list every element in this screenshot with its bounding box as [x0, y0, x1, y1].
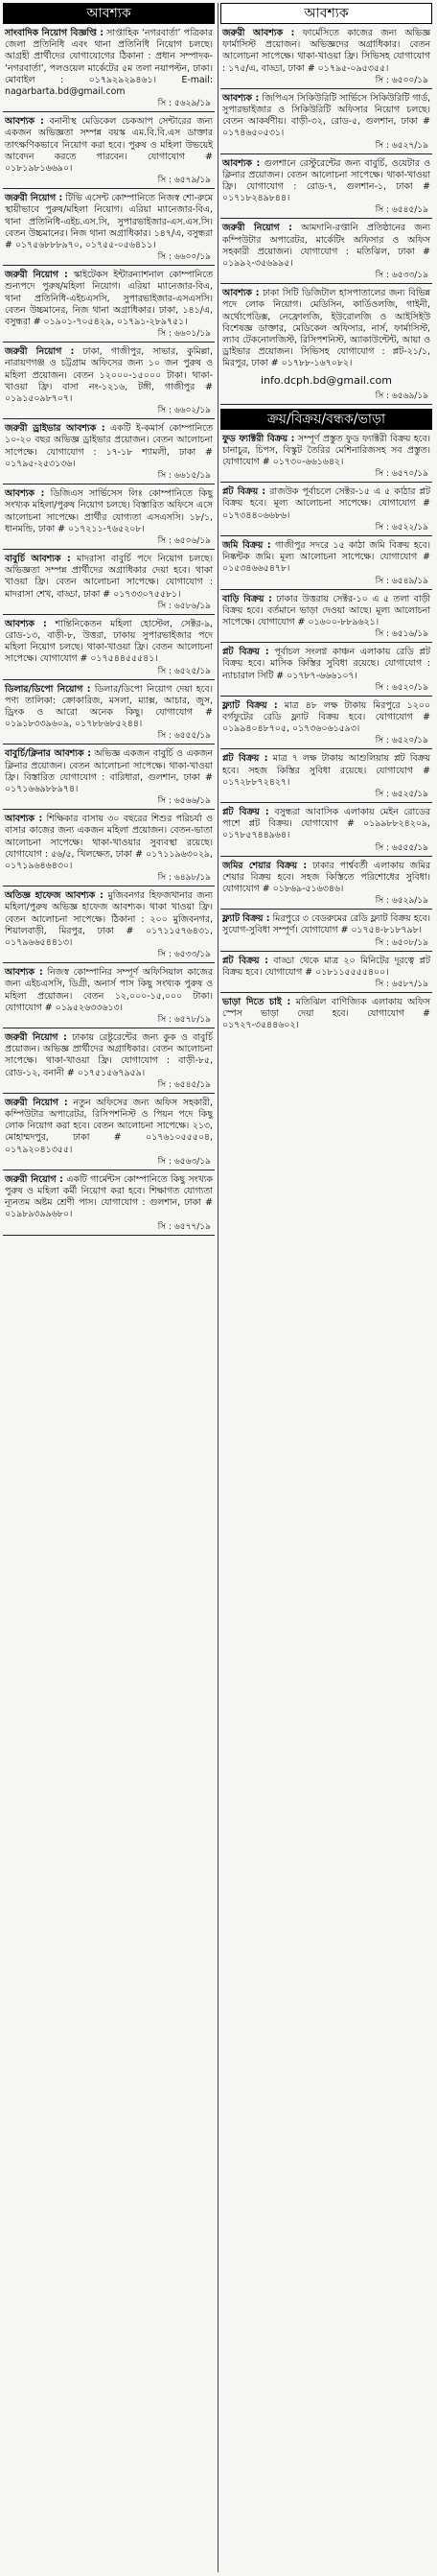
ad-separator: [3, 265, 215, 266]
ad-title: আবশ্যক :: [5, 116, 44, 128]
ad-separator: [220, 535, 432, 536]
ad-reference-code: সি : ৬৫৭৮/১৯: [157, 1015, 211, 1025]
ad-separator: [220, 88, 432, 89]
classified-ad: [220, 861, 432, 910]
ad-text: [222, 223, 430, 270]
ad-title: আবশ্যক :: [222, 157, 261, 169]
classified-ad: [220, 434, 432, 484]
ad-body: বসুন্ধরা আবাসিক এলাকায় মেইন রোডের পাশে প্লট বিক্রয়। যোগাযোগ # ০১৯৯৮৮২৪২০৯, ০১৭৮৫৭৪৪৯৬৪।: [222, 806, 431, 841]
sale-rent-header: ক্রয়/বিক্রয়/বন্ধক/ভাড়া: [220, 409, 432, 430]
classified-ad: [3, 554, 215, 615]
classified-ad: [220, 374, 432, 405]
ad-reference-code: সি : ৬৫৬৬/১৯: [157, 796, 211, 807]
ad-text: [5, 619, 213, 666]
ad-separator: [220, 589, 432, 590]
ad-separator: [220, 482, 432, 483]
ad-body: গাজীপুর সদরে ১৫ কাঠা জমি বিক্রয় হবে। নিষ্কন্টক জমি। মূল্য আলোচনা সাপেক্ষে। যোগাযোগ # ০১৫৩৪৬৬৫৪৭৮।: [222, 539, 430, 575]
ad-text: [5, 193, 213, 251]
ad-title: আবশ্যক :: [222, 288, 260, 299]
classified-ad: [3, 890, 215, 963]
ad-reference-code: সি : ৬৫৪৫/১৯: [157, 1079, 211, 1090]
ad-reference-code: সি : ৬৫৭৭/১৯: [157, 1221, 211, 1232]
ad-reference-code: সি : ৬৫৪৫/১৯: [375, 205, 428, 216]
ad-body: স্কাইটেকস ইন্টারন্যাশনাল কোম্পানিতে শুন্যপদে পুরুষ/মহিলা নিয়োগ। এরিয়া ম্যানেজার-বিএ, থানা প্রতিনিধি-এইচএসসি, সুপারভাইজার-এসএসসি। বেতন উচ্চমানের, নিজ থানা অগ্রাধিকার। ঢাকা, ১৪১/এ, বসুন্ধরা # ০১৯০১-৭০৫৪২৯, ০১৭৯১-২৮৯৭৫১।: [5, 270, 213, 328]
ad-separator: [3, 111, 215, 112]
ad-body: ঢাকা সিটি ডিজিটাল হাসপাতালের জন্য বিভিন্ন পদে লোক নিয়োগ। মেডিসিন, কার্ডিওলজি, গাইনী, অর্থোপেডিক্স, নেফ্রোলজি, ইউরোলজি ও আইসিইউ বিশেষজ্ঞ ডাক্তার, মেডিকেল অফিসার, নার্স, ফার্মাসিস্ট, ল্যাব টেকনোলজিস্ট, রিসিপশনিস্ট, অ্যাকাউন্টেন্ট, আয়া ও ড্রাইভার প্রয়োজন। সিভিসহ যোগাযোগ : প্লট-২১/১, মিরপুর, ঢাকা # ০১৭৮৮-১৬৭০৮২।: [222, 288, 431, 369]
ad-reference-code: সি : ৬৬১৫/১৯: [157, 471, 211, 482]
ad-separator: [220, 642, 432, 643]
ad-body: মুজিবনগর হিফজখানার জন্য মহিলা/পুরুষ অভিজ্ঞ হাফেজ আবশ্যক। থাকা খাওয়া ফ্রি। বেতন আলোচনা সাপেক্ষে। ঠিকানা : ২০০ মুজিবনগর, শিয়ালবাড়ী, মিরপুর, ঢাকা # ০১৭১১৫৭৬৪৩১, ০১৭৯৬৬৫৪৪১৩।: [5, 890, 214, 948]
classified-ad: [220, 486, 432, 536]
ad-separator: [3, 342, 215, 343]
ad-title: জরুরী নিয়োগ :: [5, 1173, 63, 1185]
ad-separator: [220, 696, 432, 697]
ad-text: [5, 423, 213, 470]
ad-reference-code: সি : ৬৫২০/১৯: [375, 736, 428, 746]
classified-ad: [3, 814, 215, 886]
ad-title: ভাড়া দিতে চাই :: [222, 996, 291, 1007]
ad-separator: [3, 1093, 215, 1094]
classified-ad: [220, 93, 432, 154]
left-column-header: আবশ্যক: [3, 3, 215, 24]
ad-body: টিভি এসেন্ট কোম্পানিতে নিজস্ব শো-রুমে স্থায়ীভাবে পুরুষ/মহিলা নিয়োগ। এরিয়া ম্যানেজার-বিএ, থানা প্রতিনিধি-এইচ.এস.সি, সুপারভাইজার-এস.এস.সি। বেতন উচ্চমানের। নিজ থানা অগ্রাধিকার। ১৪৭/এ, বসুন্ধরা # ০১৭৫৬৮৮৮৯৭০, ০১৭৫৫-০৫৬৪১১।: [5, 193, 213, 251]
ad-separator: [3, 549, 215, 550]
ad-title: জরুরী আবশ্যক :: [222, 28, 295, 38]
ad-separator: [3, 809, 215, 810]
ad-text: [222, 486, 430, 522]
ad-body: সাপ্তাহিক ‘নগরবার্তা’ পত্রিকার জেলা প্রতিনিধি এবং থানা প্রতিনিধি নিয়োগ চলছে। আগ্রহী প্রার্থীদের যোগাযোগের ঠিকানা : প্রধান সম্পাদক- ‘নগরবার্তা’, পলওয়েল মার্কেটের ৫ম তলা নয়াপল্টন, ঢাকা। মোবাইল : ০১৭৯২৯২৯৪৬১। E-mail: nagarbarta.bd@gmail.com: [5, 28, 213, 98]
ad-separator: [220, 283, 432, 284]
ad-text: [5, 814, 213, 872]
ad-body: মাদরাসা বাবুর্চি পদে নিয়োগ চলছে। অভিজ্ঞতা সম্পন্ন প্রার্থীদের অগ্রাধিকার দেয়া হবে। থাকা খাওয়া ফ্রি। বেতন আলোচনা সাপেক্ষে। যোগাযোগ : মাদরাসা শেখ, বাড্ডা, ঢাকা # ০১৭৩৩০৭৫৫৮১।: [5, 553, 213, 600]
ad-separator: [220, 218, 432, 219]
ad-title: ডিলার/ডিপো নিয়োগ :: [5, 683, 91, 695]
ad-reference-code: সি : ৬৫৫৫/১৯: [375, 842, 428, 853]
ad-body: আমদানি-রপ্তানি প্রতিষ্ঠানের জন্য কম্পিউটার অপারেটর, মার্কেটিং অফিসার ও অফিস সহকারী প্রয়োজন। যোগাযোগ : মতিঝিল, ঢাকা # ০১৯৯২-৩৫৬৯৯৫।: [222, 223, 430, 270]
classified-ad: [220, 997, 432, 1032]
ad-text: [222, 913, 430, 936]
classified-ad: [220, 700, 432, 750]
ad-title: বাবুর্চি আবশ্যক :: [5, 553, 71, 564]
classified-ad: [3, 116, 215, 189]
ad-separator: [3, 1235, 215, 1236]
right-ad-list: [220, 28, 432, 405]
ad-separator: [220, 856, 432, 857]
ad-text: [5, 967, 213, 1014]
ad-text: [5, 1174, 213, 1221]
ad-body: ঢাকার উত্তরায় সেক্টর-১০ এ ৫ তলা বাড়ী বিক্রয় হবে। বর্তমানে ভাড়া দেওয়া আছে। মূল্য আলোচনা সাপেক্ষে। যোগাযোগ # ০১৬০০-৮৮৯৬২১।: [222, 593, 430, 627]
classified-ad: [220, 753, 432, 803]
ad-body: info.dcph.bd@gmail.com: [261, 373, 392, 387]
ad-body: ফার্মেসিতে কাজের জন্য অভিজ্ঞ ফার্মাসিস্ট প্রয়োজন। অভিজ্ঞদের অগ্রাধিকার। বেতন আলোচনা সাপেক্ষে। থাকা-খাওয়া ফ্রি। সিভিসহ যোগাযোগ : ১৭৫/এ, বাড্ডা, ঢাকা # ০১৭৯৫-০৯৫৩৫৫।: [222, 28, 430, 74]
ad-reference-code: সি : ৬৬০০/১৯: [157, 252, 211, 263]
ad-reference-code: সি : ৬৫২৭/১৯: [375, 140, 428, 151]
ad-title: আবশ্যক :: [5, 618, 47, 629]
ad-body: জিপিএস সিকিউরিটি সার্ভিসে সিকিউরিটি গার্ড, সুপারভাইজার ও সিকিউরিটি অফিসার নিয়োগ চলছে। বেতন আকর্ষণীয়। বাড়ী-৩২, রোড-৫, গুলশান, ঢাকা # ০১৭৪৬৫০৫৩১।: [222, 92, 430, 139]
ad-reference-code: সি : ৬৫৭০/১৯: [375, 469, 428, 480]
ad-title: বাড়ি বিক্রয় :: [222, 593, 272, 604]
sale-rent-ad-list: [220, 434, 432, 1032]
right-column: [220, 3, 432, 1032]
ad-reference-code: সি : ৬৫৩৩/১৯: [157, 950, 211, 960]
ad-text: [222, 288, 430, 369]
classified-ad: [3, 1032, 215, 1094]
classified-ad: [220, 594, 432, 644]
ad-title: জরুরী নিয়োগ :: [5, 346, 75, 358]
left-ad-list: [3, 28, 215, 1236]
ad-reference-code: সি : ৬৬০২/১৯: [157, 406, 211, 416]
ad-body: একটি গার্মেন্টস কোম্পানিতে কিছু সংখ্যক পুরুষ ও মহিলা কর্মী নিয়োগ করা হবে। শিক্ষাগত যোগ্যতা ন্যূনতম অষ্টম শ্রেণী পাস। যোগাযোগ : গুলশান, ঢাকা # ০১৯৮৯৩৯৯৬৮০।: [5, 1173, 213, 1220]
classified-ad: [220, 647, 432, 697]
ad-reference-code: সি : ৬৫০০/১৯: [375, 75, 428, 85]
ad-body: রাজউক পূর্বাচলে সেক্টর-১৫ এ ৫ কাঠার প্লট বিক্রয় হবে। মূল্য আলোচনা সাপেক্ষে। যোগাযোগ # ০১৭৩৪৪০৬৬৮৬।: [222, 486, 430, 521]
ad-title: জরুরী নিয়োগ :: [5, 270, 68, 281]
classified-ad: [3, 748, 215, 810]
ad-text: [222, 956, 430, 979]
ad-body: বনানীস্থ মেডিকেল চেকআপ সেন্টারের জন্য একজন অভিজ্ঞতা সম্পন্ন বয়স্ক এম.বি.বি.এস ডাক্তার তাৎক্ষণিকভাবে নিয়োগ করা হবে। পুরুষ ও মহিলা উভয়েই আবেদন করতে পারবেন। যোগাযোগ # ০১৮১৯৮১৬৬৯০।: [5, 116, 213, 175]
ad-reference-code: সি : ৬৫২০/১৯: [375, 682, 428, 693]
ad-title: প্লট বিক্রয় :: [222, 753, 268, 765]
ad-reference-code: সি : ৬৫০৮/১৯: [375, 937, 428, 948]
classified-ad: [220, 540, 432, 590]
ad-title: অতিজ্ঞ হাফেজ আবশ্যক :: [5, 890, 104, 902]
classified-ad: [220, 807, 432, 857]
ad-text: [222, 753, 430, 789]
ad-title: বাবুর্চি/ক্লিনার আবশ্যক :: [5, 748, 91, 760]
ad-title: জরুরী নিয়োগ :: [5, 1032, 67, 1043]
ad-body: পূর্বাচল সংলগ্ন কাঞ্চন এলাকায় রেডি প্লট বিক্রয় হবে। মাসিক কিস্তির সুবিধা রয়েছে। যোগাযোগ : ন্যাচারাল সিটি # ০১৭৮৭-৬৬৬১০৭।: [222, 647, 430, 681]
ad-body: ডিলার/ডিপো নিয়োগ দেয়া হবে। পণ্য তালিকা: ক্রোকারিজ, মসলা, ম্যাক্স, আচার, জুস, ড্রিংক ও আরো অনেক কিছু। যোগাযোগ # ০১৯১৮৩৩৯৬০৯, ০১৭৮৮৬৮৫২৪৪।: [5, 683, 214, 730]
ad-text: [5, 890, 213, 949]
ad-text: [5, 554, 213, 601]
ad-body: ডিজিএস সার্ভিসেস লিঃ কোম্পানিতে কিছু সংখ্যক মহিলা/পুরুষ নিয়োগ চলছে। বিস্তারিত অফিসে এসে আলোচনা সাপেক্ষে। প্রার্থীর যোগ্যতা এসএসসি। ১৮/১, ধানমন্ডি, ঢাকা # ০১৭২১১-৭৬৫২০৮।: [5, 488, 213, 534]
ad-text: [5, 28, 213, 98]
ad-separator: [3, 614, 215, 615]
ad-body: শান্তিনিকেতন মহিলা হোস্টেল, সেক্টর-৯, রোড-১৩, বাড়ী-৮, উত্তরা, ঢাকায় সুপারভাইজার পদে মহিলা নিয়োগ চলছে। থাকা-খাওয়া ফ্রি। বেতন আলোচনা সাপেক্ষে। যোগাযোগ # ০১৭৫৪৪৫৫৫৪১।: [5, 618, 214, 665]
ad-text: [222, 434, 430, 469]
ad-separator: [220, 992, 432, 993]
ad-title: জরুরী ড্রাইভার আবশ্যক :: [5, 423, 105, 435]
ad-body: অভিজ্ঞ একজন বাবুর্চি ও একজন ক্লিনার প্রয়োজন। বেতন আলোচনা সাপেক্ষে। থাকা-খাওয়া ফ্রি। বিস্তারিত যোগাযোগ : বারিধারা, গুলশান, ঢাকা # ০১৭১৬৬৯৮৮৯৭৪।: [5, 748, 214, 794]
ad-body: শিক্ষিকার বাসায় ৩০ বছরের শিশুর পরিচর্যা ও বাসার কাজের জন্য একজন মহিলা প্রয়োজন। বেতন-ভাতা আলোচনা সাপেক্ষে। থাকা-খাওয়ার সুব্যবস্থা রয়েছে। যোগাযোগ : ৫৬/৫, খিলক্ষেত, ঢাকা # ০১৭১১৯৬৩০২৯, ০১৭১৯৬৪৬৪৩০।: [5, 814, 213, 871]
ad-separator: [3, 418, 215, 419]
ad-reference-code: সি : ৬৫৫৫/১৯: [157, 731, 211, 742]
ad-title: জরুরী নিয়োগ :: [5, 193, 63, 204]
ad-separator: [220, 909, 432, 910]
classified-ad: [3, 28, 215, 112]
ad-body: সম্পূর্ণ প্রস্তুত ফুড ফ্যাক্টরী বিক্রয় হবে। চানাচুর, চিপস, বিস্কুট তৈরির মেশিনারিজসহ সব প্রস্তুত। যোগাযোগ # ০১৭৩০-৬৬১৬৪২।: [222, 433, 430, 468]
ad-body: নিজস্ব কোম্পানির সম্পূর্ণ অফিসিয়াল কাজের জন্য এইচএসসি, ডিগ্রী, অনার্স পাস কিছু সংখ্যক পুরুষ ও মহিলা প্রয়োজন। বেতন ১২,০০০-১৫,০০০ টাকা। যোগাযোগ # ০১৯৫২৬৩৩৬১৩।: [5, 967, 213, 1013]
ad-body: ঢাকার পার্শ্ববর্তী এলাকায় জমির শেয়ার বিক্রয় হবে। সহজ কিস্তিতে পরিশোধের সুবিধা। যোগাযোগ # ০১৮৬৯-৫১৬৩৪৬।: [222, 860, 431, 894]
ad-reference-code: সি : ৬৫২৯/১৯: [375, 896, 428, 907]
ad-text: [5, 270, 213, 328]
ad-title: আবশ্যক :: [5, 814, 43, 825]
ad-title: জমি বিক্রয় :: [222, 539, 271, 551]
classified-ad: [3, 270, 215, 343]
ad-text: [222, 861, 430, 896]
classified-ad: [3, 1098, 215, 1170]
ad-text: [5, 346, 213, 405]
ad-separator: [220, 951, 432, 952]
ad-body: নতুন অফিসের জন্য অফিস সহকারী, কম্পিউটার অপারেটর, রিসিপশনিস্ট ও পিয়ন পদে কিছু লোক নিয়োগ করা হবে। বেতন আলোচনা সাপেক্ষে। ২১৩, মোহাম্মদপুর, ঢাকা # ০১৭৬১০৫৫৫০৪, ০১৭৯২০৪১৩৫৫।: [5, 1097, 213, 1155]
ad-separator: [3, 679, 215, 680]
ad-title: প্লট বিক্রয় :: [222, 486, 266, 498]
ad-text: [5, 116, 213, 175]
ad-text: [222, 28, 430, 75]
classified-ad: [220, 223, 432, 284]
ad-body: ঢাকা, গাজীপুর, সাভার, কুমিল্লা, নারায়ণগঞ্জ ও চট্টগ্রাম অফিসের জন্য ১০ জন পুরুষ ও মহিলা প্রয়োজন। বেতন ১২০০০-১৫০০০ টাকা। থাকা-খাওয়া ফ্রি। বাসা নং-১২১৬, টঙ্গী, গাজীপুর # ০১৯১৫০৯৮৭০৭।: [5, 346, 213, 405]
ad-title: জরুরী নিয়োগ :: [222, 223, 292, 234]
ad-reference-code: সি : ৬৫২২/১৯: [375, 522, 428, 532]
ad-body: মতিঝিল বাণিজ্যিক এলাকায় অফিস স্পেস ভাড়া দেয়া হবে। যোগাযোগ # ০১৭২৭-৩৫৪৪৬০২।: [222, 996, 430, 1031]
ad-text: [5, 748, 213, 795]
ad-text: [222, 807, 430, 842]
ad-body: মিরপুরে ৩ বেডরুমের রেডি ফ্ল্যাট বিক্রয় হবে। সুযোগ-সুবিধা সম্পূর্ণ। যোগাযোগ # ০১৭৫৪-৮১৮৭৯৮।: [222, 913, 430, 936]
ad-title: আবশ্যক :: [222, 92, 260, 104]
ad-reference-code: সি : ৬৬০১/১৯: [157, 329, 211, 340]
ad-reference-code: সি : ৬৫৭৯/১৯: [157, 176, 211, 186]
ad-body: বাড্ডা থেকে মাত্র ২০ মিনিটের দূরত্বে প্লট বিক্রয় হবে। যোগাযোগ # ০১৮১১৫৫৫৫৪০০।: [222, 955, 431, 978]
classified-ad: [3, 1174, 215, 1236]
ad-title: ফ্ল্যাট বিক্রয় :: [222, 913, 270, 925]
ad-title: প্লট বিক্রয় :: [222, 647, 269, 658]
classified-ad: [220, 956, 432, 993]
ad-title: জমির শেয়ার বিক্রয় :: [222, 860, 308, 871]
ad-separator: [3, 962, 215, 963]
ad-separator: [220, 748, 432, 749]
classified-ad: [3, 423, 215, 484]
ad-reference-code: সি : ৫৬২৯/১৯: [157, 99, 211, 109]
ad-title: আবশ্যক :: [5, 488, 45, 500]
ad-reference-code: সি : ৬৫২৫/১৯: [375, 789, 428, 799]
ad-text: [222, 647, 430, 682]
ad-text: [5, 1098, 213, 1156]
classified-ad: [3, 619, 215, 680]
ad-text: [5, 684, 213, 731]
ad-text: [222, 700, 430, 736]
ad-reference-code: সি : ৬৫০৬/১৯: [157, 535, 211, 546]
classified-ad: [220, 913, 432, 951]
ad-reference-code: সি : ৬৫৩৩/১৯: [375, 271, 428, 281]
ad-title: ফুড ফ্যাক্টরী বিক্রয় :: [222, 433, 295, 444]
ad-reference-code: সি : ৬৫১৬/১৯: [375, 629, 428, 640]
ad-separator: [220, 404, 432, 405]
ad-body: মাত্র ৪৮ লক্ষ টাকায় মিরপুরে ১২০০ বর্গফুটের রেডি ফ্ল্যাট বিক্রয় হবে। যোগাযোগ # ০১৯৯৪০৪৮৭০৫, ০১৭৩৬০৬১৫৯৩।: [222, 699, 430, 735]
ad-text: [222, 997, 430, 1032]
classified-ad: [220, 28, 432, 89]
ad-text: [222, 158, 430, 205]
classified-ad: [220, 288, 432, 369]
classified-ad: [3, 684, 215, 745]
classified-ad: [3, 193, 215, 266]
ad-title: আবশ্যক :: [5, 967, 43, 979]
ad-body: একটি ই-কমার্স কোম্পানিতে ১০-২০ বছর অভিজ্ঞ ড্রাইভার প্রয়োজন। বেতন আলোচনা সাপেক্ষে। যোগাযোগ : ১৭-১৮ শ্যামলী, ঢাকা # ০১৭৯৫-২৫৩১৩৬।: [5, 423, 213, 469]
ad-email: [220, 374, 432, 387]
ad-reference-code: সি : ৬৫৬৯/১৯: [375, 390, 428, 401]
ad-text: [5, 488, 213, 535]
ad-body: গুলশানে রেস্টুরেন্টের জন্য বাবুর্চি, ওয়েটার ও ক্লিনার প্রয়োজন। বেতন আলোচনা সাপেক্ষে। থাকা-খাওয়া ফ্রি। যোগাযোগ : রোড-৭, গুলশান-১, ঢাকা # ০১৭১৮২৪৯৮৪৪।: [222, 157, 430, 204]
ad-body: মাত্র ৭ লক্ষ টাকায় আশুলিয়ায় প্লট বিক্রয় হবে। সহজ কিস্তির সুবিধা রয়েছে। যোগাযোগ # ০১৭২৮৮৭২৪২৭।: [222, 753, 431, 788]
ad-reference-code: সি : ৬৫৪৯/১৯: [375, 576, 428, 586]
ad-text: [222, 540, 430, 576]
classified-ad: [3, 346, 215, 419]
ad-separator: [3, 188, 215, 189]
classified-ad: [3, 967, 215, 1028]
ad-text: [5, 1032, 213, 1079]
classified-ad: [3, 488, 215, 550]
ad-body: ঢাকায় রেষ্টুরেন্টের জন্য কুক ও বাবুর্চি প্রয়োজন। অভিজ্ঞ প্রার্থীদের অগ্রাধিকার। বেতন আলোচনা সাপেক্ষে। থাকা-খাওয়া ফ্রি। যোগাযোগ : বাড়ী-৮৫, রোড-১২, বনানী # ০১৭৫১৫৬৭৯৫৯।: [5, 1032, 213, 1078]
right-column-header: আবশ্যক: [220, 3, 432, 24]
ad-reference-code: সি : ৬৫২৫/১৯: [157, 666, 211, 676]
ad-reference-code: সি : ৬৪৯৮/১৯: [157, 873, 211, 884]
ad-text: [222, 594, 430, 629]
ad-title: প্লট বিক্রয় :: [222, 806, 269, 817]
ad-reference-code: সি : ৬৫৬৩/১৯: [157, 1156, 211, 1167]
ad-reference-code: সি : ৬৫৮৬/১৯: [157, 601, 211, 611]
classified-ad: [220, 158, 432, 220]
ad-text: [222, 93, 430, 140]
ad-title: সাংবাদিক নিয়োগ বিজ্ঞপ্তি :: [5, 28, 104, 38]
left-column: [3, 3, 215, 1240]
ad-title: প্লট বিক্রয় :: [222, 955, 268, 966]
ad-separator: [220, 802, 432, 803]
ad-reference-code: সি : ৬৫৮৭/১৯: [375, 979, 428, 989]
ad-title: জরুরী নিয়োগ :: [5, 1097, 68, 1108]
ad-title: ফ্ল্যাট বিক্রয় :: [222, 699, 278, 711]
